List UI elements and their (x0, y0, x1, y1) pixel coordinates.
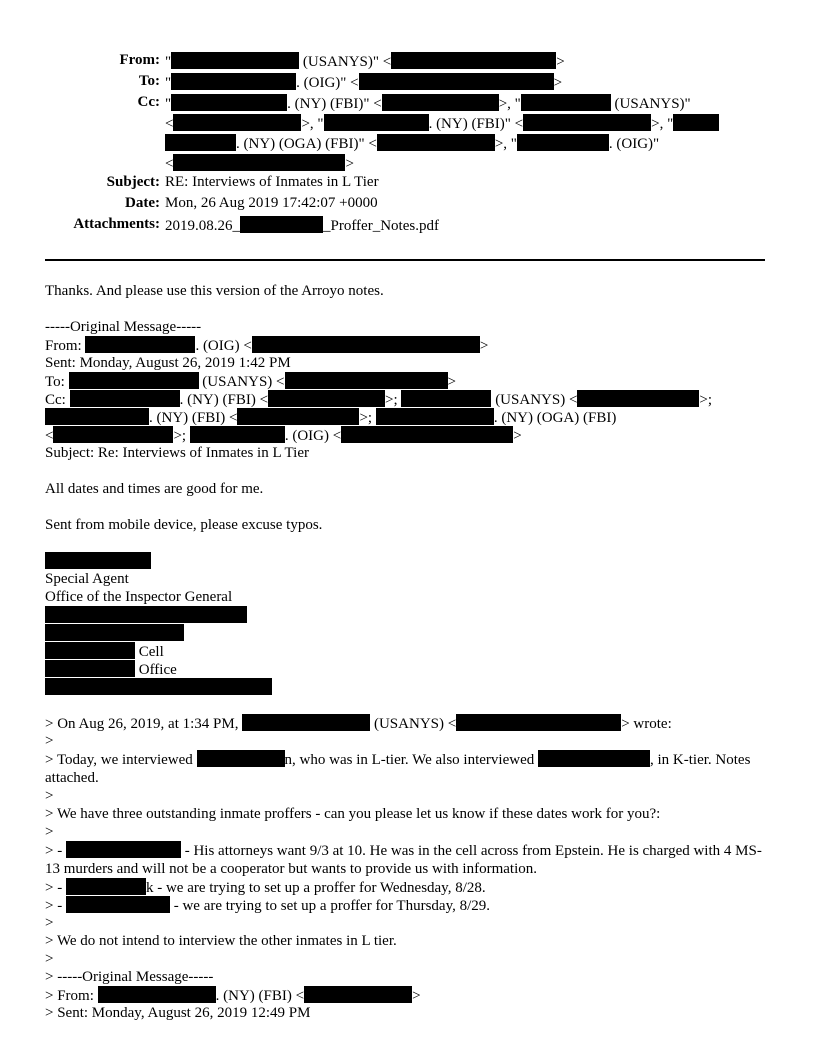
date-value: Mon, 26 Aug 2019 17:42:07 +0000 (165, 195, 378, 211)
signature-line (45, 624, 770, 642)
from-value: " (USANYS)" < > (165, 54, 565, 70)
redaction-block (376, 408, 494, 425)
quoted-bullet: > - - His attorneys want 9/3 at 10. He was in the cell across from Epstein. He is charged with 4 MS-13 murders and will not be a cooperator but wants to provide us with information. (45, 843, 762, 877)
redaction-block (197, 750, 285, 767)
quoted-bullet: > - k - we are trying to set up a proffer for Wednesday, 8/28. (45, 880, 486, 896)
quoted-line: > We do not intend to interview the other inmates in L tier. (45, 933, 397, 949)
quoted-line: > Today, we interviewed n, who was in L-tier. We also interviewed , in K-tier. Notes attached. (45, 752, 751, 786)
redaction-block (521, 94, 611, 111)
attachment-filename: 2019.08.26_ _Proffer_Notes.pdf (165, 218, 439, 234)
redaction-block (382, 94, 499, 111)
orig-cc-line-2: . (NY) (FBI) < >; . (NY) (OGA) (FBI) (45, 408, 770, 426)
redaction-block (173, 114, 301, 131)
redaction-block (456, 714, 621, 731)
redaction-block (45, 678, 272, 695)
redaction-block (171, 94, 287, 111)
cc-value-line-3: . (NY) (OGA) (FBI)" < >, " . (OIG)" (165, 134, 659, 153)
redaction-block (577, 390, 699, 407)
email-header (0, 52, 816, 237)
cc-value-line-4: < > (165, 156, 354, 172)
orig-sent-line: Sent: Monday, August 26, 2019 1:42 PM (45, 355, 291, 371)
redaction-block (523, 114, 651, 131)
to-label: To: (138, 73, 160, 89)
body-line: Sent from mobile device, please excuse typos. (45, 517, 323, 533)
redaction-block (242, 714, 370, 731)
redaction-block (341, 426, 513, 443)
redaction-block (69, 372, 199, 389)
redaction-block (391, 52, 556, 69)
redaction-block (268, 390, 385, 407)
quoted-bullet: > - - we are trying to set up a proffer for Thursday, 8/29. (45, 898, 491, 914)
signature-line (45, 606, 770, 624)
from-row (0, 52, 816, 73)
attachments-label: Attachments: (73, 216, 160, 232)
quoted-line: > (45, 824, 54, 840)
orig-from-line: From: . (OIG) < > (45, 338, 489, 354)
header-divider (45, 259, 765, 261)
redaction-block (45, 408, 149, 425)
redaction-block (66, 896, 170, 913)
orig-to-line: To: (USANYS) < > (45, 374, 456, 390)
date-label: Date: (125, 195, 160, 211)
redaction-block (66, 841, 181, 858)
redaction-block (173, 154, 345, 171)
orig-subject-line: Subject: Re: Interviews of Inmates in L Tier (45, 445, 309, 461)
body-line: All dates and times are good for me. (45, 481, 264, 497)
quoted-line: > We have three outstanding inmate proffers - can you please let us know if these dates work for you?: (45, 806, 661, 822)
redaction-block (252, 336, 480, 353)
email-body (45, 282, 770, 1022)
quoted-line: > (45, 733, 54, 749)
quoted-header-line: > On Aug 26, 2019, at 1:34 PM, (USANYS) < > wrote: (45, 716, 672, 732)
redaction-block (165, 134, 236, 151)
cc-row-4 (0, 154, 816, 174)
quoted-line: > (45, 788, 54, 804)
redaction-block (304, 986, 412, 1003)
redaction-block (45, 552, 151, 569)
redaction-block (53, 426, 173, 443)
redaction-block (70, 390, 180, 407)
cc-label: Cc: (137, 94, 160, 110)
quoted-line: > (45, 915, 54, 931)
original-message-marker: -----Original Message----- (45, 319, 202, 335)
quoted-line: > (45, 951, 54, 967)
body-line: Thanks. And please use this version of the Arroyo notes. (45, 283, 384, 299)
redaction-block (377, 134, 495, 151)
redaction-block (45, 642, 135, 659)
redaction-block (171, 52, 299, 69)
redaction-block (285, 372, 448, 389)
redaction-block (45, 660, 135, 677)
cc-value-line-2: < >, " . (NY) (FBI)" < >, " (165, 114, 719, 133)
orig-cc-line-1: Cc: . (NY) (FBI) < >; (USANYS) < >; (45, 392, 713, 408)
date-row (0, 195, 816, 216)
cc-row (0, 94, 816, 114)
redaction-block (45, 606, 247, 623)
redaction-block (66, 878, 146, 895)
cc-row-2 (0, 114, 816, 134)
redaction-block (517, 134, 609, 151)
redaction-block (538, 750, 650, 767)
signature-line (45, 678, 770, 696)
quoted-sent-line: > Sent: Monday, August 26, 2019 12:49 PM (45, 1005, 311, 1021)
signature-title: Special Agent (45, 571, 129, 587)
subject-row (0, 174, 816, 195)
redaction-block (237, 408, 359, 425)
signature-name (45, 552, 770, 570)
attachments-row (0, 216, 816, 237)
redaction-block (673, 114, 719, 131)
to-row (0, 73, 816, 94)
redaction-block (324, 114, 429, 131)
subject-label: Subject: (106, 174, 160, 190)
redaction-block (190, 426, 285, 443)
orig-cc-line-3: < >; . (OIG) < > (45, 428, 522, 444)
subject-value: RE: Interviews of Inmates in L Tier (165, 174, 379, 190)
to-value: " . (OIG)" < > (165, 75, 563, 91)
signature-office-phone: Office (45, 660, 770, 678)
redaction-block (45, 624, 184, 641)
redaction-block (359, 73, 554, 90)
from-label: From: (119, 52, 160, 68)
quoted-from-line: > From: . (NY) (FBI) < > (45, 988, 421, 1004)
redaction-block (401, 390, 491, 407)
quoted-original-marker: > -----Original Message----- (45, 969, 214, 985)
redaction-block (98, 986, 216, 1003)
cc-value-line-1: " . (NY) (FBI)" < >, " (USANYS)" (165, 96, 691, 112)
signature-office: Office of the Inspector General (45, 589, 233, 605)
signature-cell: Cell (45, 642, 770, 660)
redaction-block (85, 336, 195, 353)
redaction-block (240, 216, 323, 233)
redaction-block (171, 73, 296, 90)
cc-row-3 (0, 134, 816, 154)
